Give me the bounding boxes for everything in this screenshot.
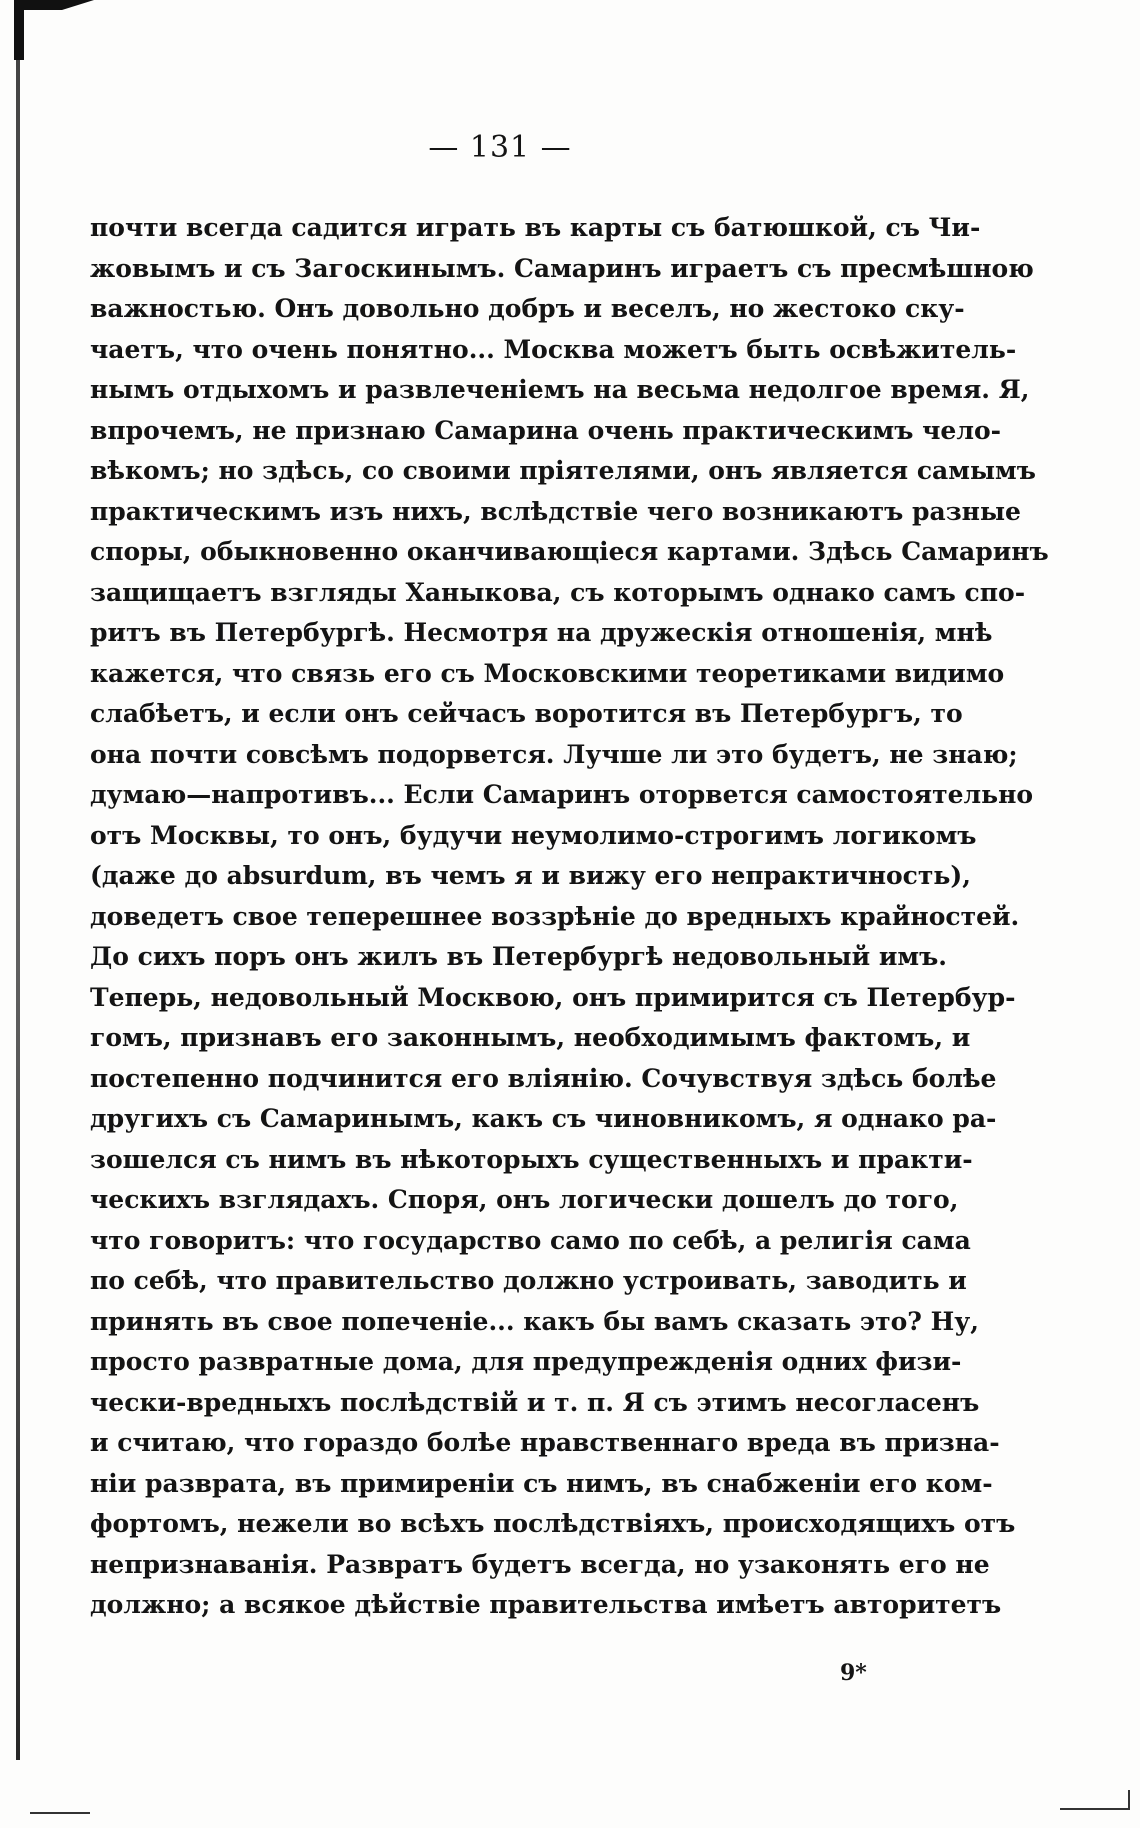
text-line: слабѣетъ, и если онъ сейчасъ воротится въ Петербургъ, то <box>90 699 963 728</box>
signature-mark: 9* <box>840 1660 867 1686</box>
page-number-header: — 131 — <box>428 130 572 165</box>
text-line: думаю—напротивъ... Если Самаринъ оторвется самостоятельно <box>90 780 1034 809</box>
text-line: защищаетъ взгляды Ханыкова, съ которымъ однако самъ спо- <box>90 577 1026 607</box>
text-line: ческихъ взглядахъ. Споря, онъ логически дошелъ до того, <box>90 1185 959 1214</box>
text-line: отъ Москвы, то онъ, будучи неумолимо-строгимъ логикомъ <box>90 820 977 850</box>
text-line: доведетъ свое теперешнее воззрѣніе до вредныхъ крайностей. <box>90 901 1020 931</box>
text-line: принять въ свое попеченіе... какъ бы вамъ сказать это? Ну, <box>90 1306 979 1336</box>
text-line: кажется, что связь его съ Московскими теоретиками видимо <box>90 658 1005 688</box>
scan-artifact-bottom-right <box>1060 1808 1130 1810</box>
text-line: чаетъ, что очень понятно... Москва можетъ быть освѣжитель- <box>90 334 1017 364</box>
text-line: гомъ, признавъ его законнымъ, необходимымъ фактомъ, и <box>90 1023 971 1052</box>
text-line: впрочемъ, не признаю Самарина очень практическимъ чело- <box>90 415 1001 445</box>
text-line: что говоритъ: что государство само по себѣ, а религія сама <box>90 1225 971 1255</box>
scan-artifact-bottom-left <box>30 1812 90 1814</box>
body-text <box>90 208 1049 1626</box>
text-line: зошелся съ нимъ въ нѣкоторыхъ существенныхъ и практи- <box>90 1144 973 1174</box>
text-line: ритъ въ Петербургѣ. Несмотря на дружескія отношенія, мнѣ <box>90 618 993 647</box>
text-line: чески-вредныхъ послѣдствій и т. п. Я съ этимъ несогласенъ <box>90 1387 980 1417</box>
text-line: практическимъ изъ нихъ, вслѣдствіе чего возникаютъ разные <box>90 496 1021 526</box>
text-line: жовымъ и съ Загоскинымъ. Самаринъ играетъ съ пресмѣшною <box>90 253 1034 283</box>
text-line: (даже до absurdum, въ чемъ я и вижу его непрактичность), <box>90 861 971 890</box>
text-line: До сихъ поръ онъ жилъ въ Петербургѣ недовольный имъ. <box>90 942 947 971</box>
text-line: ніи разврата, въ примиреніи съ нимъ, въ снабженіи его ком- <box>90 1468 993 1498</box>
text-line: просто развратные дома, для предупрежденія одних физи- <box>90 1347 962 1376</box>
text-line: непризнаванія. Развратъ будетъ всегда, но узаконять его не <box>90 1549 990 1579</box>
text-line: фортомъ, нежели во всѣхъ послѣдствіяхъ, происходящихъ отъ <box>90 1509 1016 1538</box>
text-line: по себѣ, что правительство должно устроивать, заводить и <box>90 1266 967 1295</box>
text-line: другихъ съ Самаринымъ, какъ съ чиновникомъ, я однако ра- <box>90 1104 997 1133</box>
text-line: вѣкомъ; но здѣсь, со своими пріятелями, онъ является самымъ <box>90 456 1036 485</box>
text-line: нымъ отдыхомъ и развлеченіемъ на весьма недолгое время. Я, <box>90 375 1030 404</box>
text-line: постепенно подчинится его вліянію. Сочувствуя здѣсь болѣе <box>90 1063 997 1093</box>
scan-artifact-corner-top <box>14 0 94 10</box>
text-line: важностью. Онъ довольно добръ и веселъ, но жестоко ску- <box>90 294 965 323</box>
text-line: споры, обыкновенно оканчивающіеся картами. Здѣсь Самаринъ <box>90 537 1049 566</box>
text-line: она почти совсѣмъ подорвется. Лучше ли это будетъ, не знаю; <box>90 739 1018 769</box>
text-line: почти всегда садится играть въ карты съ батюшкой, съ Чи- <box>90 213 981 242</box>
scan-artifact-left-edge <box>16 60 20 1760</box>
text-line: и считаю, что гораздо болѣе нравственнаго вреда въ призна- <box>90 1428 1000 1457</box>
scan-artifact-bottom-right-tick <box>1128 1790 1130 1810</box>
text-line: должно; а всякое дѣйствіе правительства имѣетъ авторитетъ <box>90 1590 1002 1619</box>
text-line: Теперь, недовольный Москвою, онъ примирится съ Петербур- <box>90 982 1016 1012</box>
